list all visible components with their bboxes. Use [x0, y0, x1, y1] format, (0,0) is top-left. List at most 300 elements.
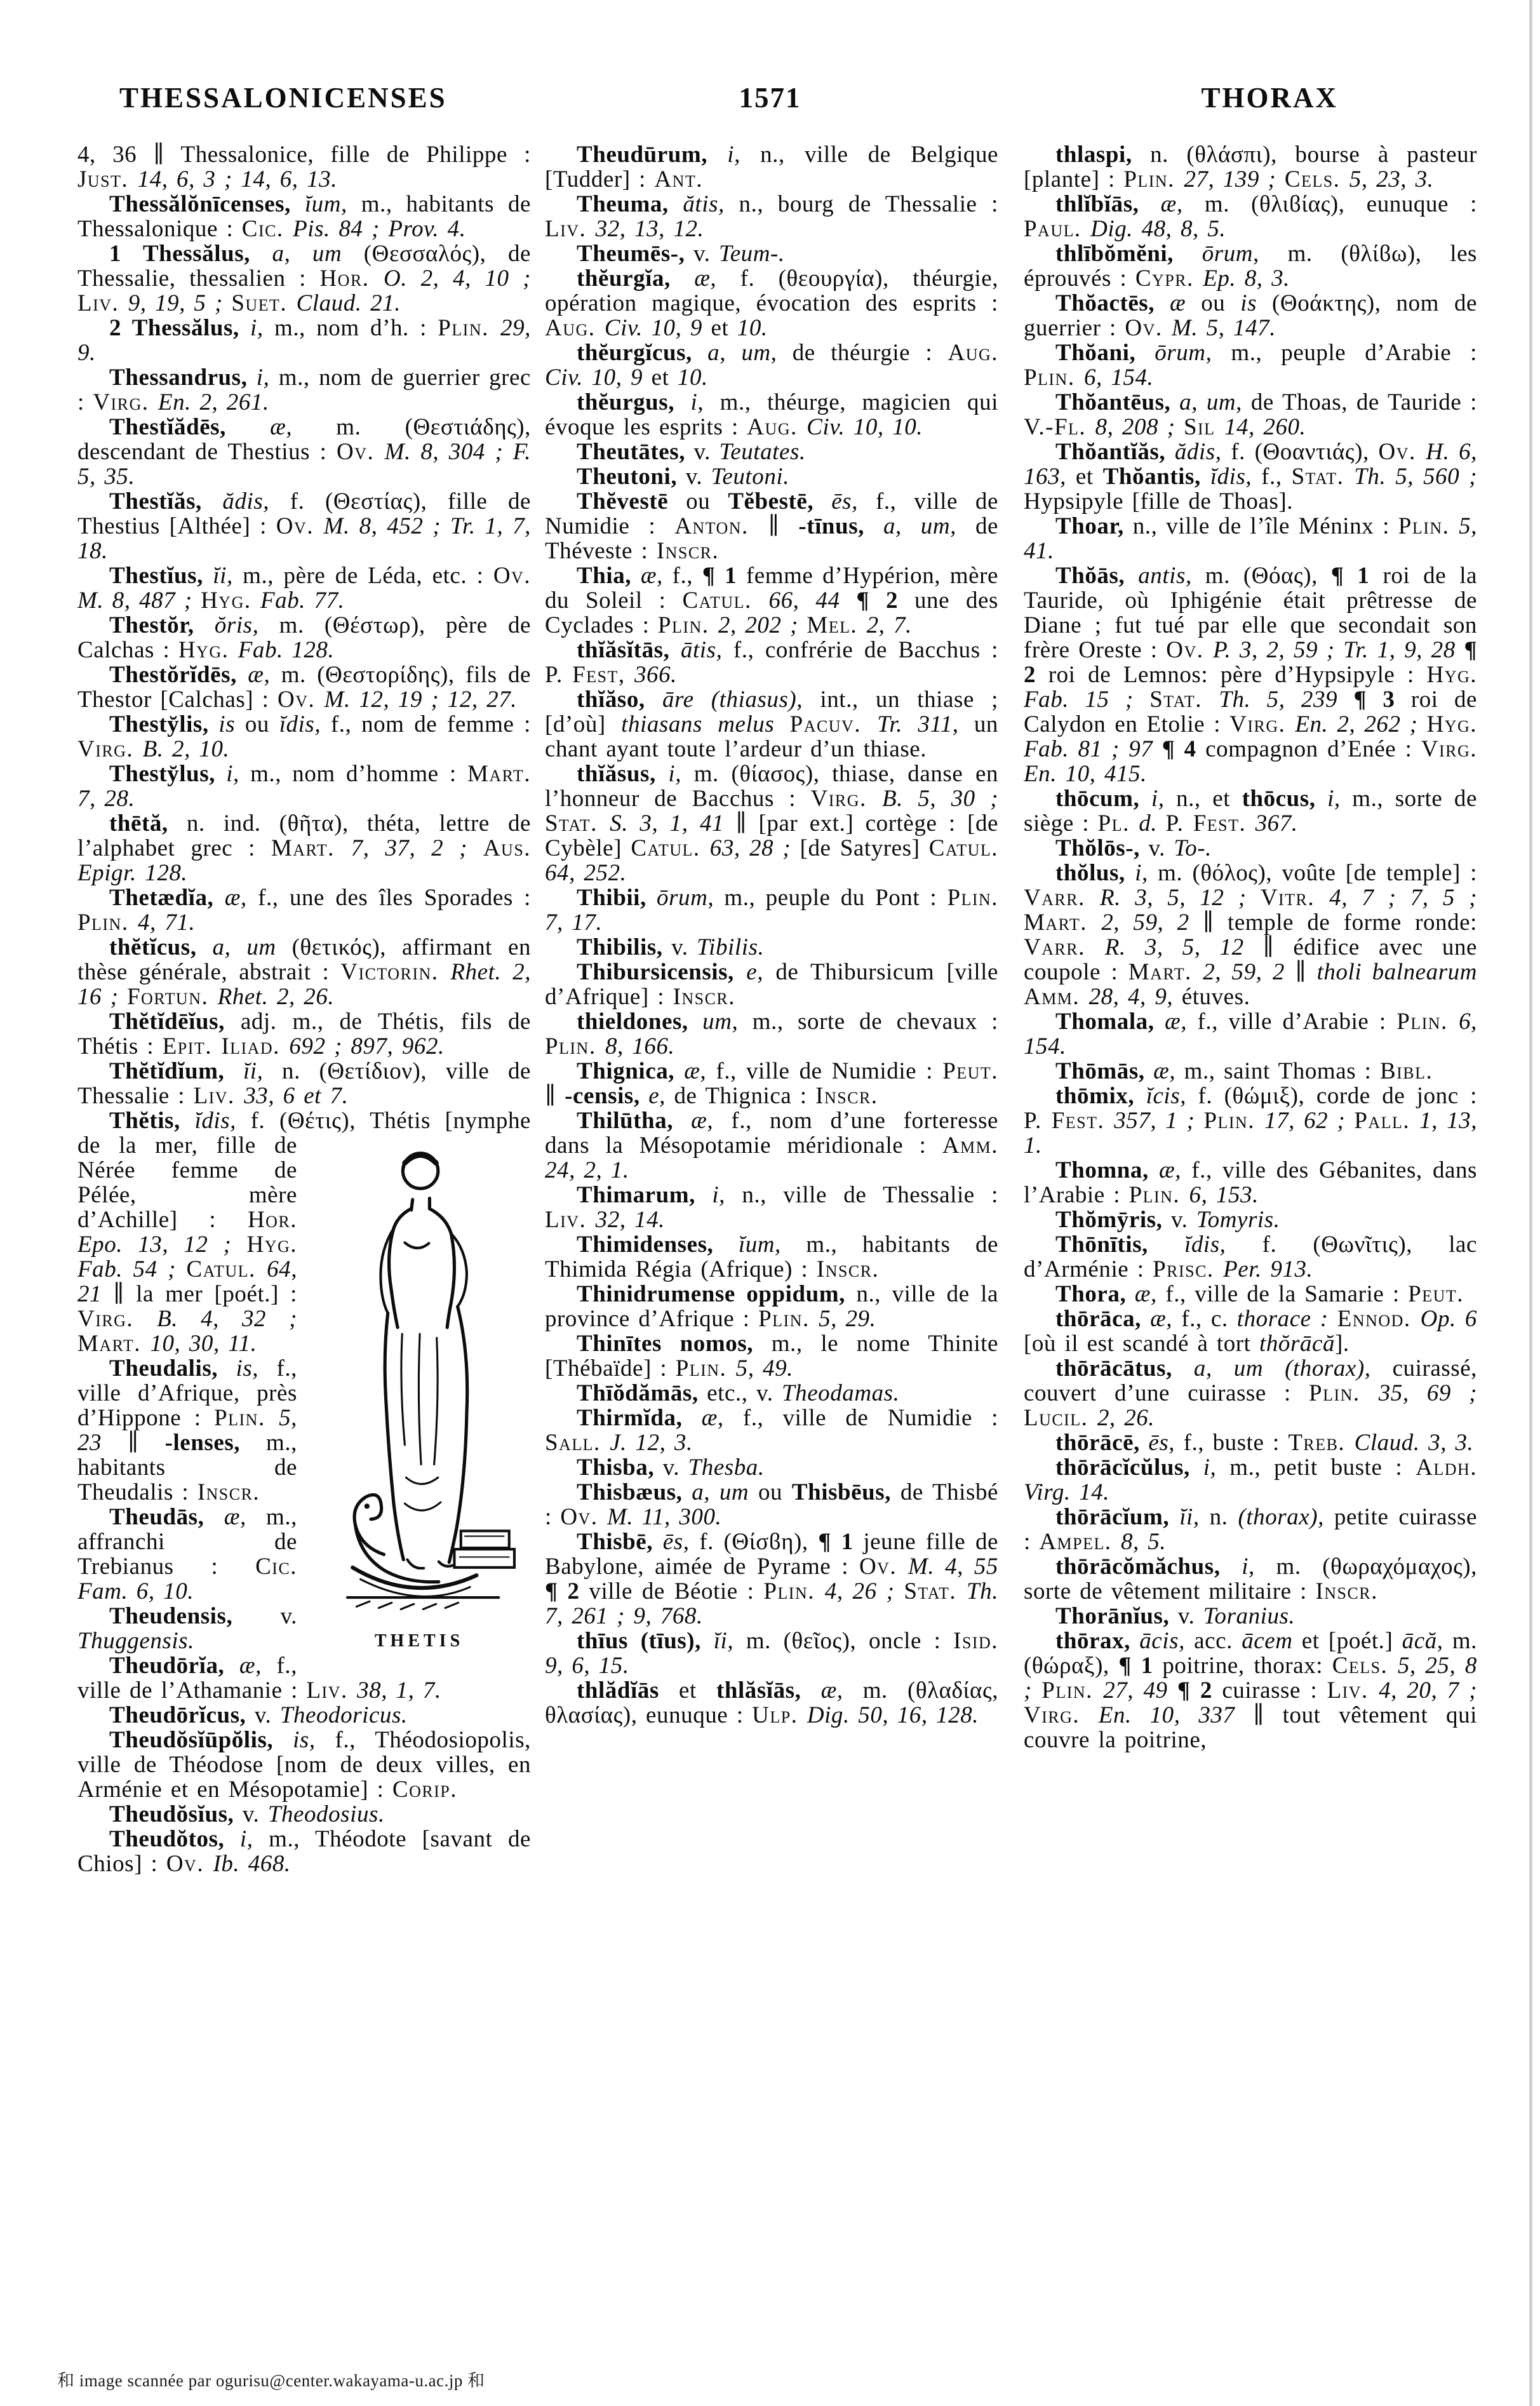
italic-text: i,	[256, 365, 279, 391]
plain-text: [où il est scandé à tort	[1024, 1331, 1260, 1357]
italic-text: 9, 19, 5 ;	[128, 290, 232, 316]
plain-text: f.,	[1261, 464, 1292, 490]
reference-smallcaps: Plin.	[1309, 1380, 1379, 1406]
plain-text: f., ville des Gébanites, dans l’Arabie :	[1024, 1157, 1477, 1208]
bold-text: Thōmās,	[1055, 1058, 1154, 1084]
italic-text: i,	[727, 142, 761, 168]
italic-text: Tibilis.	[697, 934, 765, 960]
italic-text: æ,	[270, 414, 337, 440]
scan-edge-artifact	[1529, 0, 1532, 2406]
plain-text: un chant ayant toute l’ardeur d’un thiase.	[545, 711, 998, 762]
plain-text: Hypsipyle [fille de Thoas].	[1024, 488, 1294, 514]
reference-smallcaps: Inscr.	[1315, 1578, 1378, 1604]
reference-smallcaps: Plin.	[758, 1306, 819, 1332]
plain-text: v.	[254, 1702, 280, 1728]
bold-text: thŏlus,	[1055, 860, 1135, 886]
dictionary-entry	[1024, 1009, 1477, 1059]
bold-text: thlaspi,	[1055, 142, 1151, 168]
italic-text: 10.	[737, 315, 768, 341]
bold-text: Thĕtĭdĭum,	[109, 1058, 243, 1084]
bold-text: ¶ 3	[1353, 687, 1411, 713]
plain-text: poitrine, thorax:	[1162, 1653, 1332, 1679]
plain-text: n.	[1209, 1504, 1238, 1530]
plain-text: m., habitants de Thessalonique :	[77, 191, 531, 242]
italic-text: 5, 25, 8 ;	[1024, 1653, 1477, 1704]
reference-smallcaps: Inscr.	[816, 1256, 880, 1282]
thetis-statue-illustration	[311, 1137, 527, 1620]
dictionary-entry	[545, 1529, 998, 1629]
italic-text: Pis. 84 ; Prov. 4.	[293, 216, 466, 242]
reference-smallcaps: Virg.	[93, 389, 158, 415]
reference-smallcaps: Plin.	[1123, 166, 1184, 192]
italic-text: ācem	[1242, 1628, 1302, 1654]
reference-smallcaps: Mart.	[271, 835, 351, 861]
italic-text: is	[218, 711, 245, 737]
bold-text: -censis,	[565, 1083, 649, 1109]
italic-text: Fab. 81 ; 97	[1024, 736, 1162, 762]
italic-text: i,	[239, 1826, 269, 1852]
italic-text: 66, 44	[768, 588, 857, 614]
reference-smallcaps: Liv.	[545, 216, 596, 242]
dictionary-entry	[1024, 241, 1477, 291]
italic-text: 64, 252.	[545, 860, 627, 886]
dictionary-entry	[1024, 142, 1477, 192]
plain-text: et [poét.]	[1301, 1628, 1402, 1654]
dictionary-entry	[77, 1827, 531, 1876]
bold-text: Thibilis,	[577, 934, 672, 960]
italic-text: 5, 23, 3.	[1349, 166, 1434, 192]
reference-smallcaps: Cypr.	[1135, 265, 1203, 292]
dictionary-entry	[77, 241, 531, 316]
italic-text: M. 11, 300.	[606, 1504, 722, 1530]
italic-text: 17, 62 ;	[1264, 1108, 1355, 1134]
plain-text: ∥ édifice avec une coupole :	[1024, 934, 1477, 985]
bold-text: ¶ 2	[545, 1578, 589, 1604]
italic-text: Fab. 15 ;	[1024, 687, 1150, 713]
reference-smallcaps: Inscr.	[673, 984, 735, 1010]
dictionary-entry	[1024, 1604, 1477, 1629]
plain-text: m. (Θεστιάδης), descendant de Thestius :	[77, 414, 531, 465]
bold-text: thlădĭās	[577, 1677, 679, 1704]
reference-smallcaps: Mart.	[1128, 959, 1203, 985]
italic-text: 5, 49.	[735, 1355, 793, 1381]
italic-text: Civ. 10, 9	[545, 365, 652, 391]
dictionary-entry	[545, 241, 998, 266]
italic-text: 6, 153.	[1189, 1182, 1259, 1208]
dictionary-entry	[1024, 1629, 1477, 1752]
dictionary-entry	[77, 712, 531, 762]
plain-text: m. (θώραξ),	[1024, 1628, 1477, 1679]
plain-text: f., ville de l’Athamanie :	[77, 1653, 307, 1704]
dictionary-entry	[77, 762, 531, 811]
italic-text: 367.	[1255, 810, 1298, 837]
italic-text: 63, 28 ;	[709, 835, 800, 861]
italic-text: J. 12, 3.	[610, 1430, 693, 1456]
reference-smallcaps: Hyg.	[246, 1232, 297, 1258]
italic-text: M. 8, 487 ;	[77, 588, 201, 614]
plain-text: m., saint Thomas :	[1184, 1058, 1380, 1084]
plain-text: m. (θεῖος), oncle :	[746, 1628, 954, 1654]
plain-text: f., ville de Numidie :	[742, 1405, 998, 1431]
text-column-3	[1024, 142, 1477, 2327]
italic-text: æ,	[1150, 1306, 1182, 1332]
dictionary-entry	[77, 1059, 531, 1108]
bold-text: Thōnītis,	[1055, 1232, 1184, 1258]
italic-text: ācis,	[1139, 1628, 1195, 1654]
italic-text: 7, 37, 2 ;	[351, 835, 483, 861]
bold-text: thōrācātus,	[1055, 1355, 1194, 1381]
plain-text: et	[679, 1677, 716, 1704]
reference-smallcaps: Plin.	[1398, 513, 1459, 539]
italic-text: ĭi,	[713, 1628, 746, 1654]
italic-text: æ,	[1134, 1281, 1166, 1307]
plain-text: f., nom d’une forteresse dans la Mésopotamie méridionale :	[545, 1108, 998, 1159]
reference-smallcaps: Aug.	[947, 340, 998, 366]
plain-text: adj. m., de Thétis, fils de Thétis :	[77, 1009, 531, 1059]
bold-text: Theudŏtos,	[109, 1826, 240, 1852]
bold-text: Thestĭus,	[109, 563, 213, 589]
plain-text: m. (Θόας),	[1205, 563, 1331, 589]
italic-text: ēs,	[1148, 1430, 1184, 1456]
reference-smallcaps: Catul.	[928, 835, 998, 861]
dictionary-entry	[1024, 786, 1477, 836]
bold-text: thĭăsĭtās,	[577, 637, 681, 663]
plain-text: m. (θίασος), thiase, danse en l’honneur de Bacchus :	[545, 761, 998, 812]
bold-text: Thesty̆lis,	[109, 711, 219, 737]
italic-text: Epo. 13, 12 ;	[77, 1232, 247, 1258]
italic-text: i,	[250, 315, 274, 341]
reference-smallcaps: Catul.	[631, 835, 710, 861]
plain-text: m., Théodote [savant de Chios] :	[77, 1826, 531, 1877]
dictionary-entry	[1024, 1282, 1477, 1307]
dictionary-entry	[1024, 1554, 1477, 1604]
dictionary-entry	[77, 1653, 531, 1703]
italic-text: ătis,	[683, 191, 739, 217]
italic-text: a, um (thorax),	[1193, 1355, 1393, 1381]
dictionary-entry	[545, 1108, 998, 1183]
reference-smallcaps: Ov.	[1378, 439, 1426, 465]
reference-smallcaps: Ov.	[859, 1554, 908, 1580]
bold-text: Thessălŏnīcenses,	[109, 191, 305, 217]
reference-smallcaps: Ov.	[166, 1851, 213, 1877]
plain-text: de Thoas, de Tauride :	[1250, 389, 1477, 415]
bold-text: thōmix,	[1055, 1083, 1146, 1109]
dictionary-entry	[545, 1455, 998, 1480]
reference-smallcaps: Catul.	[186, 1256, 267, 1282]
reference-smallcaps: Inscr.	[656, 538, 720, 564]
italic-text: 4, 71.	[137, 910, 196, 936]
italic-text: æ,	[684, 1058, 716, 1084]
italic-text: ōrum,	[657, 885, 725, 911]
italic-text: i,	[668, 761, 694, 787]
reference-smallcaps: Stat.	[545, 810, 610, 837]
bold-text: Thetædĭa,	[109, 885, 225, 911]
bold-text: ¶ 1	[702, 563, 746, 589]
italic-text: 2, 7.	[866, 612, 912, 638]
reference-smallcaps: P. Fest,	[545, 662, 634, 688]
dictionary-entry	[77, 365, 531, 415]
italic-text: ācă,	[1402, 1628, 1452, 1654]
reference-smallcaps: Paul.	[1024, 216, 1091, 242]
reference-smallcaps: Plin.	[675, 1355, 736, 1381]
reference-smallcaps: Anton.	[674, 513, 768, 539]
bold-text: Thŏactēs,	[1055, 290, 1170, 316]
italic-text: Fab. 128.	[238, 637, 335, 663]
plain-text: et	[1075, 464, 1103, 490]
dictionary-entry	[545, 390, 998, 440]
bold-text: Thisbē,	[577, 1529, 663, 1555]
plain-text: m. (Θέστωρ), père de Calchas :	[77, 612, 531, 663]
bold-text: ¶ 2	[1024, 637, 1477, 688]
reference-smallcaps: Plin.	[214, 1405, 279, 1431]
reference-smallcaps: Plin.	[657, 612, 718, 638]
dictionary-entry	[77, 1009, 531, 1059]
italic-text: æ,	[1160, 191, 1205, 217]
plain-text: de Thisbé :	[545, 1479, 998, 1530]
reference-smallcaps: Hor.	[319, 265, 384, 292]
italic-text: Civ. 10, 10.	[807, 414, 923, 440]
italic-text: 7, 17.	[545, 910, 603, 936]
dictionary-entry	[545, 192, 998, 241]
bold-text: thlībŏmĕni,	[1055, 241, 1202, 267]
plain-text: ].	[1335, 1331, 1349, 1357]
plain-text: ∥	[128, 1430, 165, 1456]
plain-text: f.,	[672, 563, 702, 589]
dictionary-entry	[1024, 1232, 1477, 1282]
reference-smallcaps: Virg.	[810, 786, 882, 812]
plain-text: (θετικός), affirmant en thèse générale, abstrait :	[77, 934, 531, 985]
italic-text: Tr. 311,	[877, 711, 974, 737]
reference-smallcaps: Pall.	[1354, 1108, 1420, 1134]
italic-text: a, um,	[883, 513, 975, 539]
dictionary-entry	[77, 142, 531, 192]
dictionary-entry	[545, 687, 998, 762]
italic-text: ĭdis,	[279, 711, 331, 737]
bold-text: thōrācĭcŭlus,	[1055, 1455, 1203, 1481]
reference-smallcaps: Ov.	[1125, 315, 1172, 341]
italic-text: P. 3, 2, 59 ; Tr. 1, 9, 28	[1213, 637, 1464, 663]
bold-text: thōrācŏmăchus,	[1055, 1554, 1242, 1580]
plain-text: cuirassé, couvert d’une cuirasse :	[1024, 1355, 1477, 1406]
italic-text: is	[1240, 290, 1273, 316]
bold-text: thōcum,	[1055, 786, 1151, 812]
dictionary-entry	[1024, 1207, 1477, 1232]
text-column-2	[545, 142, 998, 2327]
plain-text: f., Théodosiopolis, ville de Théodose [nom de deux villes, en Arménie et en Mésopotamie] :	[77, 1727, 531, 1803]
dictionary-entry	[77, 415, 531, 489]
plain-text: et	[651, 365, 678, 391]
italic-text: 29, 9.	[77, 315, 531, 366]
page-number: 1571	[739, 82, 801, 114]
plain-text: v.	[242, 1801, 268, 1827]
plain-text: m., affranchi de Trebianus :	[77, 1504, 297, 1580]
reference-smallcaps: Inscr.	[197, 1479, 260, 1505]
italic-text: Th. 5, 560 ;	[1354, 464, 1477, 490]
bold-text: Thomala,	[1055, 1009, 1165, 1035]
italic-text: En. 10, 415.	[1024, 761, 1147, 787]
italic-text: æ,	[691, 1108, 732, 1134]
italic-text: ēs,	[831, 488, 876, 514]
plain-text: n., ville de Thessalie :	[742, 1182, 998, 1208]
bold-text: Thinidrumense oppidum,	[577, 1281, 857, 1307]
italic-text: En. 2, 261.	[157, 389, 269, 415]
plain-text: ∥ tout vêtement qui couvre la poitrine,	[1024, 1702, 1477, 1753]
dictionary-entry	[77, 935, 531, 1009]
italic-text: Dig. 48, 8, 5.	[1090, 216, 1226, 242]
plain-text: roi de Calydon en Etolie :	[1024, 687, 1477, 737]
reference-smallcaps: Bibl.	[1380, 1058, 1433, 1084]
italic-text: Civ. 10, 9	[604, 315, 711, 341]
plain-text: v.	[1148, 835, 1174, 861]
dictionary-entry	[77, 1703, 531, 1728]
italic-text: Toranius.	[1203, 1603, 1296, 1629]
dictionary-entry	[545, 1381, 998, 1406]
bold-text: -tīnus,	[798, 513, 883, 539]
dictionary-entry	[545, 266, 998, 340]
reference-smallcaps: Liv.	[545, 1207, 596, 1233]
italic-text: āre (thiasus),	[662, 687, 820, 713]
bold-text: Thestĭădēs,	[109, 414, 271, 440]
italic-text: is,	[236, 1355, 277, 1381]
dictionary-entry	[1024, 192, 1477, 241]
italic-text: 24, 2, 1.	[545, 1157, 629, 1183]
reference-smallcaps: Virg.	[77, 736, 143, 762]
bold-text: Thimidenses,	[577, 1232, 739, 1258]
reference-smallcaps: Liv.	[1327, 1677, 1379, 1704]
italic-text: (thorax),	[1238, 1504, 1334, 1530]
plain-text: n., bourg de Thessalie :	[739, 191, 998, 217]
reference-smallcaps: Plin.	[1128, 1182, 1189, 1208]
italic-text: En. 2, 262 ;	[1295, 711, 1427, 737]
italic-text: 4, 26 ;	[824, 1578, 904, 1604]
bold-text: 2 Thessălus,	[109, 315, 251, 341]
text-column-1	[77, 142, 531, 2327]
plain-text: cuirasse :	[1222, 1677, 1327, 1704]
plain-text: m., petit buste :	[1229, 1455, 1416, 1481]
reference-smallcaps: Virg.	[1421, 736, 1477, 762]
italic-text: 1, 13, 1.	[1024, 1108, 1477, 1159]
dictionary-entry	[77, 316, 531, 365]
dictionary-entry	[77, 489, 531, 563]
bold-text: Thoar,	[1055, 513, 1133, 539]
italic-text: M. 5, 147.	[1172, 315, 1276, 341]
dictionary-entry	[77, 662, 531, 712]
reference-smallcaps: Peut.	[1408, 1281, 1464, 1307]
italic-text: a, um	[692, 1479, 758, 1505]
plain-text: f. (θεουργία), théurgie, opération magique, évocation des esprits :	[545, 265, 998, 316]
italic-text: 2, 26.	[1097, 1405, 1155, 1431]
reference-smallcaps: Plin.	[1041, 1677, 1104, 1704]
bold-text: Thisba,	[577, 1455, 663, 1481]
reference-smallcaps: Hyg.	[1426, 711, 1477, 737]
bold-text: Thessandrus,	[109, 365, 257, 391]
dictionary-entry	[1024, 1356, 1477, 1430]
italic-text: 10.	[677, 365, 708, 391]
reference-smallcaps: Pl.	[1097, 810, 1139, 837]
plain-text: m., sorte de siège :	[1024, 786, 1477, 837]
plain-text: v.	[685, 464, 711, 490]
dictionary-entry	[1024, 1059, 1477, 1084]
reference-smallcaps: V.-Fl.	[1024, 414, 1095, 440]
bold-text: thlăsĭās,	[716, 1677, 821, 1704]
bold-text: Thestĭăs,	[109, 488, 223, 514]
reference-smallcaps: Peut.	[942, 1058, 998, 1084]
italic-text: Fab. 54 ;	[77, 1256, 187, 1282]
reference-smallcaps: Plin.	[438, 315, 501, 341]
reference-smallcaps: Plin.	[1024, 365, 1084, 391]
reference-smallcaps: Ulp.	[752, 1702, 807, 1728]
bold-text: Thŏmȳris,	[1055, 1207, 1171, 1233]
italic-text: ōrum,	[1155, 340, 1231, 366]
plain-text: f., nom de femme :	[330, 711, 531, 737]
italic-text: Rhet. 2, 16 ;	[77, 959, 531, 1010]
reference-smallcaps: Virg.	[1229, 711, 1296, 737]
bold-text: Thŏantis,	[1102, 464, 1210, 490]
plain-text: ∥	[768, 513, 799, 539]
italic-text: ĭdis,	[1210, 464, 1262, 490]
italic-text: e,	[746, 959, 776, 985]
bold-text: ¶ 4	[1162, 736, 1206, 762]
reference-smallcaps: Inscr.	[815, 1083, 878, 1109]
bold-text: Thibii,	[577, 885, 657, 911]
reference-smallcaps: Varr.	[1024, 885, 1100, 911]
italic-text: a, um	[212, 934, 292, 960]
italic-text: 35, 69 ;	[1378, 1380, 1477, 1406]
plain-text: m. (θλαδίας, θλασίας), eunuque :	[545, 1677, 998, 1728]
bold-text: Thĕvestē	[577, 488, 686, 514]
italic-text: 14, 260.	[1224, 414, 1306, 440]
italic-text: i,	[1203, 1455, 1230, 1481]
italic-text: 27, 49	[1103, 1677, 1177, 1704]
italic-text: ŏris,	[214, 612, 279, 638]
reference-smallcaps: Aug.	[545, 315, 605, 341]
dictionary-entry	[545, 142, 998, 192]
reference-smallcaps: Pacuv.	[789, 711, 878, 737]
plain-text: f., buste :	[1183, 1430, 1289, 1456]
italic-text: thorace :	[1236, 1306, 1337, 1332]
reference-smallcaps: Hyg.	[201, 588, 260, 614]
reference-smallcaps: Cic.	[241, 216, 293, 242]
plain-text: m. (θόλος), voûte [de temple] :	[1158, 860, 1477, 886]
dictionary-entry	[545, 960, 998, 1009]
reference-smallcaps: Fortun.	[127, 984, 218, 1010]
plain-text: f. (Θέτις), Thétis [nymphe de la mer, fille de	[77, 1108, 531, 1159]
bold-text: Thinītes nomos,	[577, 1331, 772, 1357]
plain-text: m. (Θεστορίδης), fils de Thestor [Calchas] :	[77, 662, 531, 713]
italic-text: i,	[690, 389, 720, 415]
reference-smallcaps: Corip.	[392, 1777, 457, 1803]
reference-smallcaps: Ov.	[276, 513, 324, 539]
bold-text: thōcus,	[1242, 786, 1328, 812]
italic-text: 5, 23	[77, 1405, 297, 1456]
plain-text: f. (Θωνῖτις), lac d’Arménie :	[1024, 1232, 1477, 1282]
bold-text: Thĕtis,	[109, 1108, 195, 1134]
italic-text: Tomyris.	[1196, 1207, 1280, 1233]
reference-smallcaps: Ov.	[337, 439, 385, 465]
reference-smallcaps: Amm.	[942, 1132, 998, 1159]
italic-text: 692 ; 897, 962.	[289, 1033, 445, 1059]
italic-text: Claud. 3, 3.	[1354, 1430, 1474, 1456]
bold-text: Thimarum,	[577, 1182, 713, 1208]
reference-smallcaps: Hor.	[247, 1207, 297, 1233]
reference-smallcaps: Suet.	[231, 290, 297, 316]
italic-text: d.	[1139, 810, 1166, 837]
bold-text: Thestŏrĭdēs,	[109, 662, 248, 688]
italic-text: 28, 4, 9,	[1088, 984, 1182, 1010]
italic-text: a, um,	[707, 340, 793, 366]
italic-text: æ,	[640, 563, 673, 589]
reference-smallcaps: Ennod.	[1337, 1306, 1421, 1332]
